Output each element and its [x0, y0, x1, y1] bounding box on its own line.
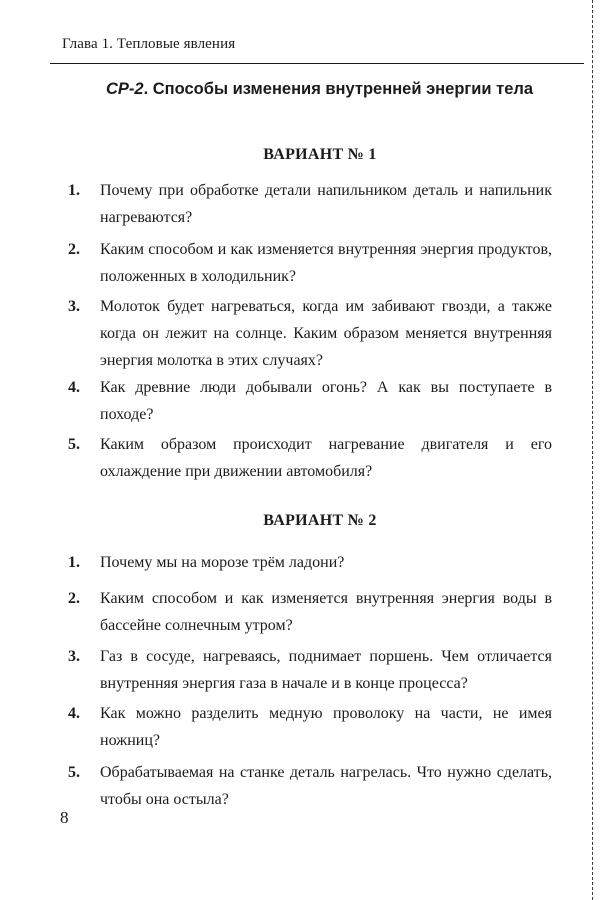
question-number: 1. [68, 182, 80, 199]
question-text: Каким способом и как изменяется внутренняя энергия воды в бассейне солнечным утром? [100, 590, 552, 634]
question-item [68, 585, 552, 639]
question-text: Обрабатываемая на станке деталь нагрелась. Что нужно сделать, чтобы она остыла? [100, 764, 552, 808]
question-number: 3. [68, 648, 80, 665]
question-item [68, 549, 552, 576]
question-number: 4. [68, 379, 80, 396]
question-item [68, 236, 552, 290]
question-number: 4. [68, 705, 80, 722]
question-text: Почему мы на морозе трём ладони? [100, 554, 345, 571]
variant-2-heading: ВАРИАНТ № 2 [263, 512, 377, 529]
question-number: 1. [68, 554, 80, 571]
page-number: 8 [60, 808, 69, 827]
question-item [68, 759, 552, 813]
question-item [68, 431, 552, 485]
title-text: . Способы изменения внутренней энергии тела [143, 80, 534, 98]
question-text: Каким способом и как изменяется внутренняя энергия продуктов, положенных в холодильник? [100, 241, 552, 285]
header-divider [50, 63, 584, 64]
question-item [68, 700, 552, 754]
work-code: СР-2 [106, 80, 144, 98]
cut-line [592, 0, 593, 900]
question-number: 5. [68, 764, 80, 781]
question-text: Как можно разделить медную проволоку на части, не имея ножниц? [100, 705, 552, 749]
chapter-header: Глава 1. Тепловые явления [62, 36, 236, 52]
question-number: 5. [68, 436, 80, 453]
question-item [68, 643, 552, 697]
question-text: Каким образом происходит нагревание двигателя и его охлаждение при движении автомобиля? [100, 436, 552, 480]
question-number: 3. [68, 298, 80, 315]
question-text: Как древние люди добывали огонь? А как вы поступаете в походе? [100, 379, 552, 423]
variant-1-heading: ВАРИАНТ № 1 [263, 146, 377, 163]
question-text: Почему при обработке детали напильником деталь и напильник нагреваются? [100, 182, 552, 226]
question-text: Молоток будет нагреваться, когда им забивают гвозди, а также когда он лежит на солнце. Каким образом меняется внутренняя энергия молотка в этих случаях? [100, 298, 552, 369]
question-number: 2. [68, 590, 80, 607]
page-title [106, 80, 533, 99]
question-item [68, 374, 552, 428]
question-number: 2. [68, 241, 80, 258]
question-item [68, 177, 552, 231]
question-item [68, 293, 552, 374]
question-text: Газ в сосуде, нагреваясь, поднимает поршень. Чем отличается внутренняя энергия газа в начале и в конце процесса? [100, 648, 552, 692]
